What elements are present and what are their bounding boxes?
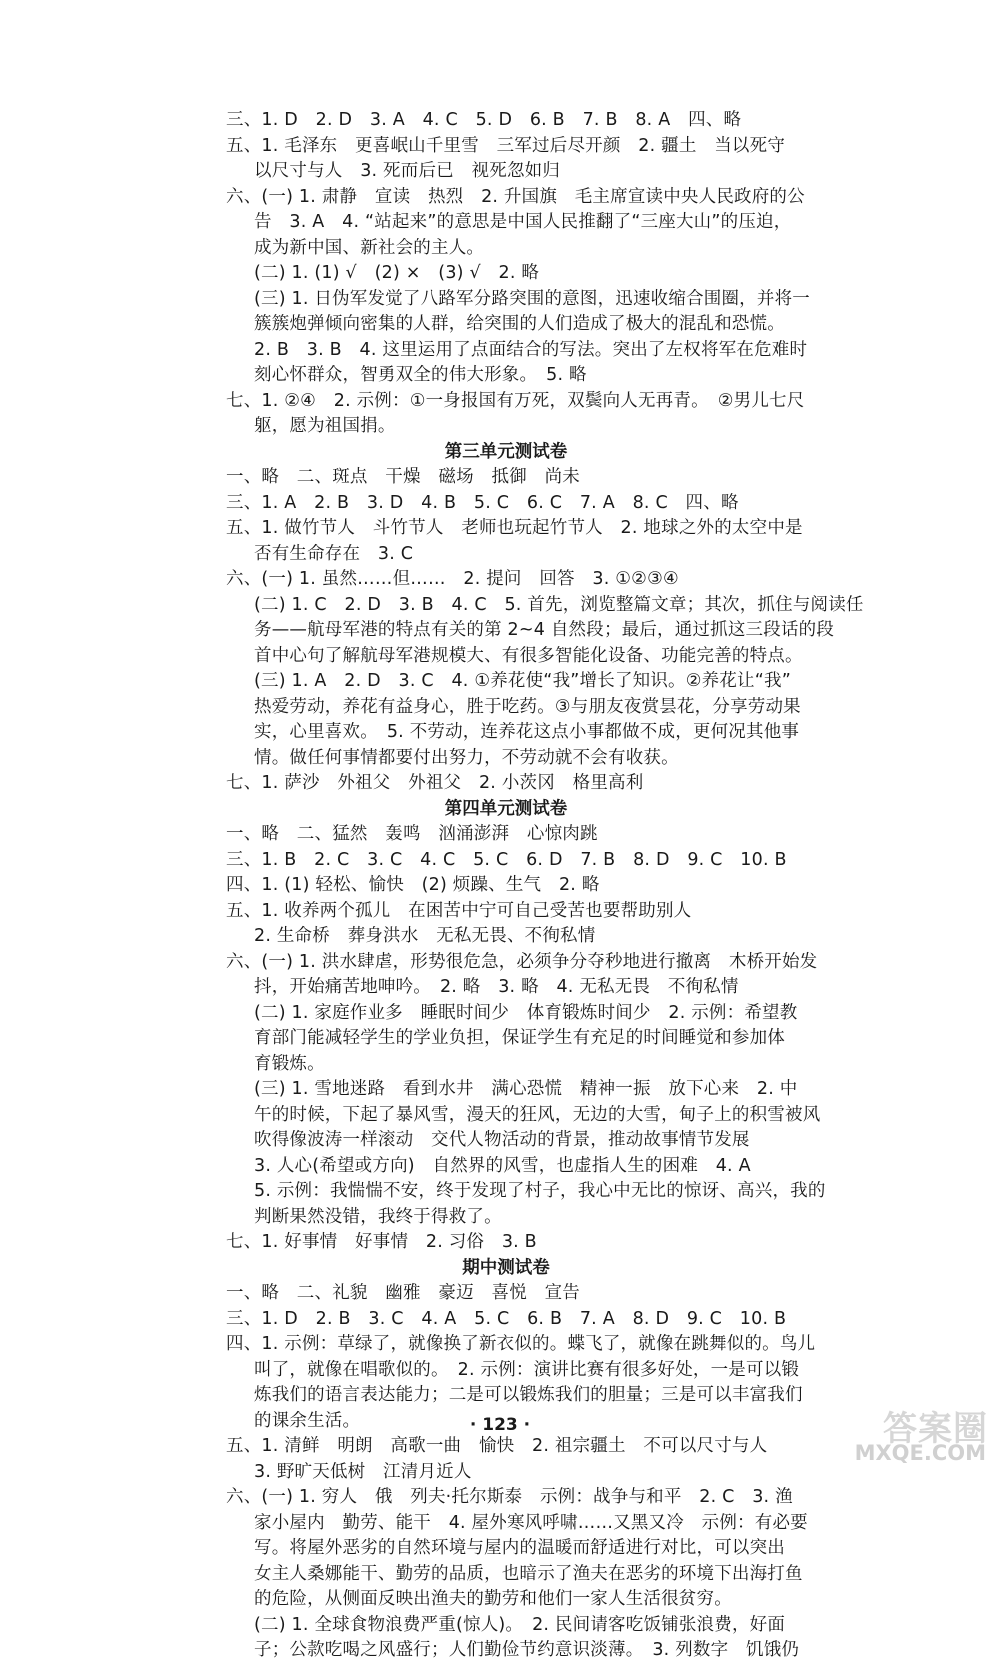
section-heading: 第四单元测试卷	[444, 798, 568, 819]
answer-line: (三) 1. 雪地迷路 看到水井 满心恐慌 精神一振 放下心来 2. 中	[254, 1079, 798, 1099]
answer-line: 躯，愿为祖国捐。	[254, 416, 396, 436]
answer-line: 五、1. 毛泽东 更喜岷山千里雪 三军过后尽开颜 2. 疆土 当以死守	[226, 135, 786, 156]
answer-line: 五、1. 做竹节人 斗竹节人 老师也玩起竹节人 2. 地球之外的太空中是	[226, 518, 803, 538]
answer-line: 六、(一) 1. 虽然……但…… 2. 提问 回答 3. ①②③④	[226, 569, 679, 589]
answer-line: 家小屋内 勤劳、能干 4. 屋外寒风呼啸……又黑又冷 示例：有必要	[254, 1512, 808, 1533]
page-number: · 123 ·	[469, 1415, 531, 1435]
answer-line: 一、略 二、猛然 轰鸣 汹涌澎湃 心惊肉跳	[226, 824, 598, 844]
answer-line: 三、1. D 2. D 3. A 4. C 5. D 6. B 7. B 8. A 四、略	[226, 110, 742, 130]
answer-line: 实，心里喜欢。 5. 不劳动，连养花这点小事都做不成，更何况其他事	[254, 722, 800, 742]
answer-line: 2. 生命桥 葬身洪水 无私无畏、不徇私情	[254, 926, 596, 946]
answer-line: 炼我们的语言表达能力；二是可以锻炼我们的胆量；三是可以丰富我们	[254, 1385, 803, 1405]
answer-line: (二) 1. 家庭作业多 睡眠时间少 体育锻炼时间少 2. 示例：希望教	[254, 1002, 798, 1023]
answer-line: 育部门能减轻学生的学业负担，保证学生有充足的时间睡觉和参加体	[254, 1028, 785, 1048]
answer-line: 判断果然没错，我终于得救了。	[254, 1206, 502, 1227]
answer-line: 六、(一) 1. 洪水肆虐，形势很危急，必须争分夺秒地进行撤离 木桥开始发	[226, 951, 818, 972]
answer-line: 六、(一) 1. 肃静 宣读 热烈 2. 升国旗 毛主席宣读中央人民政府的公	[226, 186, 805, 207]
answer-line: 女主人桑娜能干、勤劳的品质，也暗示了渔夫在恶劣的环境下出海打鱼	[254, 1563, 803, 1584]
answer-line: 写。将屋外恶劣的自然环境与屋内的温暖而舒适进行对比，可以突出	[254, 1538, 785, 1558]
answer-line: 首中心句了解航母军港规模大、有很多智能化设备、功能完善的特点。	[254, 645, 803, 666]
answer-line: 七、1. ②④ 2. 示例：①一身报国有万死，双鬓向人无再青。 ②男儿七尺	[226, 390, 805, 411]
answer-line: 告 3. A 4. “站起来”的意思是中国人民推翻了“三座大山”的压迫，	[254, 212, 792, 232]
section-heading: 期中测试卷	[462, 1257, 550, 1278]
answer-line: 三、1. B 2. C 3. C 4. C 5. C 6. D 7. B 8. D 9. C 10. B	[226, 849, 787, 870]
answer-line: 四、1. 示例：草绿了，就像换了新衣似的。蝶飞了，就像在跳舞似的。鸟儿	[226, 1334, 816, 1354]
answer-line: 以尺寸与人 3. 死而后已 视死忽如归	[254, 161, 561, 181]
answer-line: 育锻炼。	[254, 1053, 325, 1074]
answer-line: 五、1. 清鲜 明朗 高歌一曲 愉快 2. 祖宗疆土 不可以尺寸与人	[226, 1436, 768, 1456]
watermark-url: MXQE.COM	[854, 1441, 986, 1465]
answer-line: 吹得像波涛一样滚动 交代人物活动的背景，推动故事情节发展	[254, 1130, 750, 1150]
answer-line: (二) 1. C 2. D 3. B 4. C 5. 首先，浏览整篇文章；其次，抓住与阅读任	[254, 594, 864, 615]
answer-line: 刻心怀群众，智勇双全的伟大形象。 5. 略	[254, 365, 587, 385]
answer-line: (二) 1. (1) √ (2) × (3) √ 2. 略	[254, 263, 540, 283]
answer-line: 午的时候，下起了暴风雪，漫天的狂风，无边的大雪，甸子上的积雪被风	[254, 1104, 821, 1125]
answer-line: 抖，开始痛苦地呻吟。 2. 略 3. 略 4. 无私无畏 不徇私情	[254, 977, 739, 997]
answer-line: (二) 1. 全球食物浪费严重(惊人)。 2. 民间请客吃饭铺张浪费，好面	[254, 1614, 786, 1635]
answer-line: (三) 1. A 2. D 3. C 4. ①养花使“我”增长了知识。②养花让“我”	[254, 671, 791, 691]
answer-line: 3. 人心(希望或方向) 自然界的风雪，也虚指人生的困难 4. A	[254, 1155, 751, 1176]
answer-line: 叫了，就像在唱歌似的。 2. 示例：演讲比赛有很多好处，一是可以锻	[254, 1359, 800, 1380]
answer-line: 三、1. D 2. B 3. C 4. A 5. C 6. B 7. A 8. D 9. C 10. B	[226, 1308, 787, 1329]
answer-line: 的危险，从侧面反映出渔夫的勤劳和他们一家人生活很贫穷。	[254, 1589, 732, 1609]
answer-line: 簇簇炮弹倾向密集的人群，给突围的人们造成了极大的混乱和恐慌。	[254, 314, 785, 334]
answer-line: 成为新中国、新社会的主人。	[254, 237, 485, 258]
answer-line: 七、1. 萨沙 外祖父 外祖父 2. 小茨冈 格里高利	[226, 773, 644, 793]
answer-line: 七、1. 好事情 好事情 2. 习俗 3. B	[226, 1232, 537, 1252]
answer-line: 否有生命存在 3. C	[254, 543, 414, 564]
answer-line: 四、1. (1) 轻松、愉快 (2) 烦躁、生气 2. 略	[226, 875, 600, 895]
answer-line: 务——航母军港的特点有关的第 2~4 自然段；最后，通过抓这三段话的段	[254, 620, 835, 640]
section-heading: 第三单元测试卷	[444, 441, 568, 462]
answer-line: 子；公款吃喝之风盛行；人们勤俭节约意识淡薄。 3. 列数字 饥饿仍	[254, 1640, 800, 1660]
answer-line: (三) 1. 日伪军发觉了八路军分路突围的意图，迅速收缩合围圈，并将一	[254, 288, 810, 309]
answer-line: 三、1. A 2. B 3. D 4. B 5. C 6. C 7. A 8. C 四、略	[226, 492, 739, 513]
answer-line: 2. B 3. B 4. 这里运用了点面结合的写法。突出了左权将军在危难时	[254, 339, 808, 360]
answer-line: 3. 野旷天低树 江清月近人	[254, 1461, 472, 1482]
answer-line: 的课余生活。	[254, 1410, 361, 1431]
answer-line: 一、略 二、斑点 干燥 磁场 抵御 尚未	[226, 467, 580, 487]
answer-line: 情。做任何事情都要付出努力，不劳动就不会有收获。	[254, 747, 679, 768]
watermark	[846, 1401, 996, 1465]
answer-line: 一、略 二、礼貌 幽雅 豪迈 喜悦 宣告	[226, 1283, 580, 1303]
answer-line: 五、1. 收养两个孤儿 在困苦中宁可自己受苦也要帮助别人	[226, 900, 692, 921]
answer-line: 5. 示例：我惴惴不安，终于发现了村子，我心中无比的惊讶、高兴，我的	[254, 1181, 826, 1201]
answer-line: 热爱劳动，养花有益身心，胜于吃药。③与朋友夜赏昙花，分享劳动果	[254, 696, 801, 717]
watermark-logo: 答案圈	[883, 1409, 988, 1449]
answer-line: 六、(一) 1. 穷人 俄 列夫·托尔斯泰 示例：战争与和平 2. C 3. 渔	[226, 1487, 793, 1507]
